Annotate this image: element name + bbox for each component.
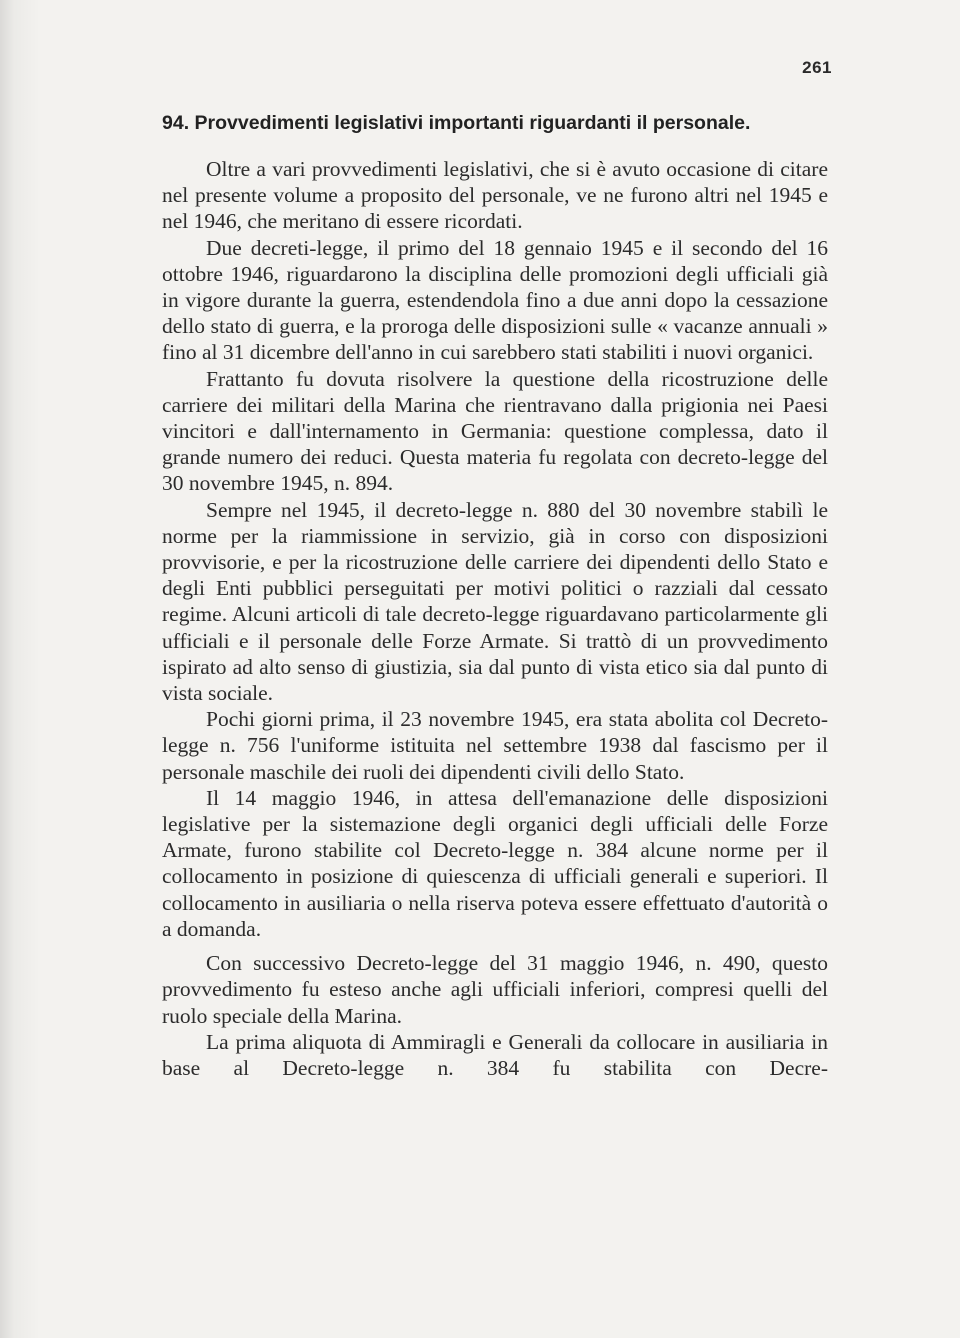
paragraph-3: Frattanto fu dovuta risolvere la questione della ricostruzione delle carriere dei militari della Marina che rientravano dalla prigionia nei Paesi vincitori e dall'internamento in Germania: questione complessa, dato il grande numero dei reduci. Questa materia fu regolata con decreto-legge del 30 novembre 1945, n. 894.	[162, 366, 828, 496]
paragraph-4: Sempre nel 1945, il decreto-legge n. 880 del 30 novembre stabilì le norme per la riammissione in servizio, già in corso con disposizioni provvisorie, e per la ricostruzione delle carriere dei dipendenti dello Stato e degli Enti pubblici perseguitati per motivi politici o razziali dal cessato regime. Alcuni articoli di tale decreto-legge riguardavano particolarmente gli ufficiali e il personale delle Forze Armate. Si trattò di un provvedimento ispirato ad alto senso di giustizia, sia dal punto di vista etico sia dal punto di vista sociale.	[162, 497, 828, 706]
paragraph-7: Con successivo Decreto-legge del 31 maggio 1946, n. 490, questo provvedimento fu esteso anche agli ufficiali inferiori, compresi quelli del ruolo speciale della Marina.	[162, 951, 828, 1028]
section-heading: 94. Provvedimenti legislativi importanti riguardanti il personale.	[162, 112, 751, 134]
page-content	[162, 110, 828, 1081]
paragraph-5: Pochi giorni prima, il 23 novembre 1945, era stata abolita col Decreto-legge n. 756 l'uniforme istituita nel settembre 1938 dal fascismo per il personale maschile dei ruoli dei dipendenti civili dello Stato.	[162, 707, 828, 784]
paragraph-2: Due decreti-legge, il primo del 18 gennaio 1945 e il secondo del 16 ottobre 1946, riguardarono la disciplina delle promozioni degli ufficiali già in vigore durante la guerra, estendendola fino a due anni dopo la cessazione dello stato di guerra, e la proroga delle disposizioni sulle « vacanze annuali » fino al 31 dicembre dell'anno in cui sarebbero stati stabiliti i nuovi organici.	[162, 235, 828, 365]
page-number: 261	[802, 58, 832, 77]
paragraph-8: La prima aliquota di Ammiragli e Generali da collocare in ausiliaria in base al Decreto-legge n. 384 fu stabilita con Decre-	[162, 1029, 828, 1080]
paragraph-6: Il 14 maggio 1946, in attesa dell'emanazione delle disposizioni legislative per la sistemazione degli organici degli ufficiali delle Forze Armate, furono stabilite col Decreto-legge n. 384 alcune norme per il collocamento in posizione di quiescenza di ufficiali generali e superiori. Il collocamento in ausiliaria o nella riserva poteva essere effettuato d'autorità o a domanda.	[162, 785, 828, 941]
paragraph-1: Oltre a vari provvedimenti legislativi, che si è avuto occasione di citare nel presente volume a proposito del personale, ve ne furono altri nel 1945 e nel 1946, che meritano di essere ricordati.	[162, 157, 828, 234]
